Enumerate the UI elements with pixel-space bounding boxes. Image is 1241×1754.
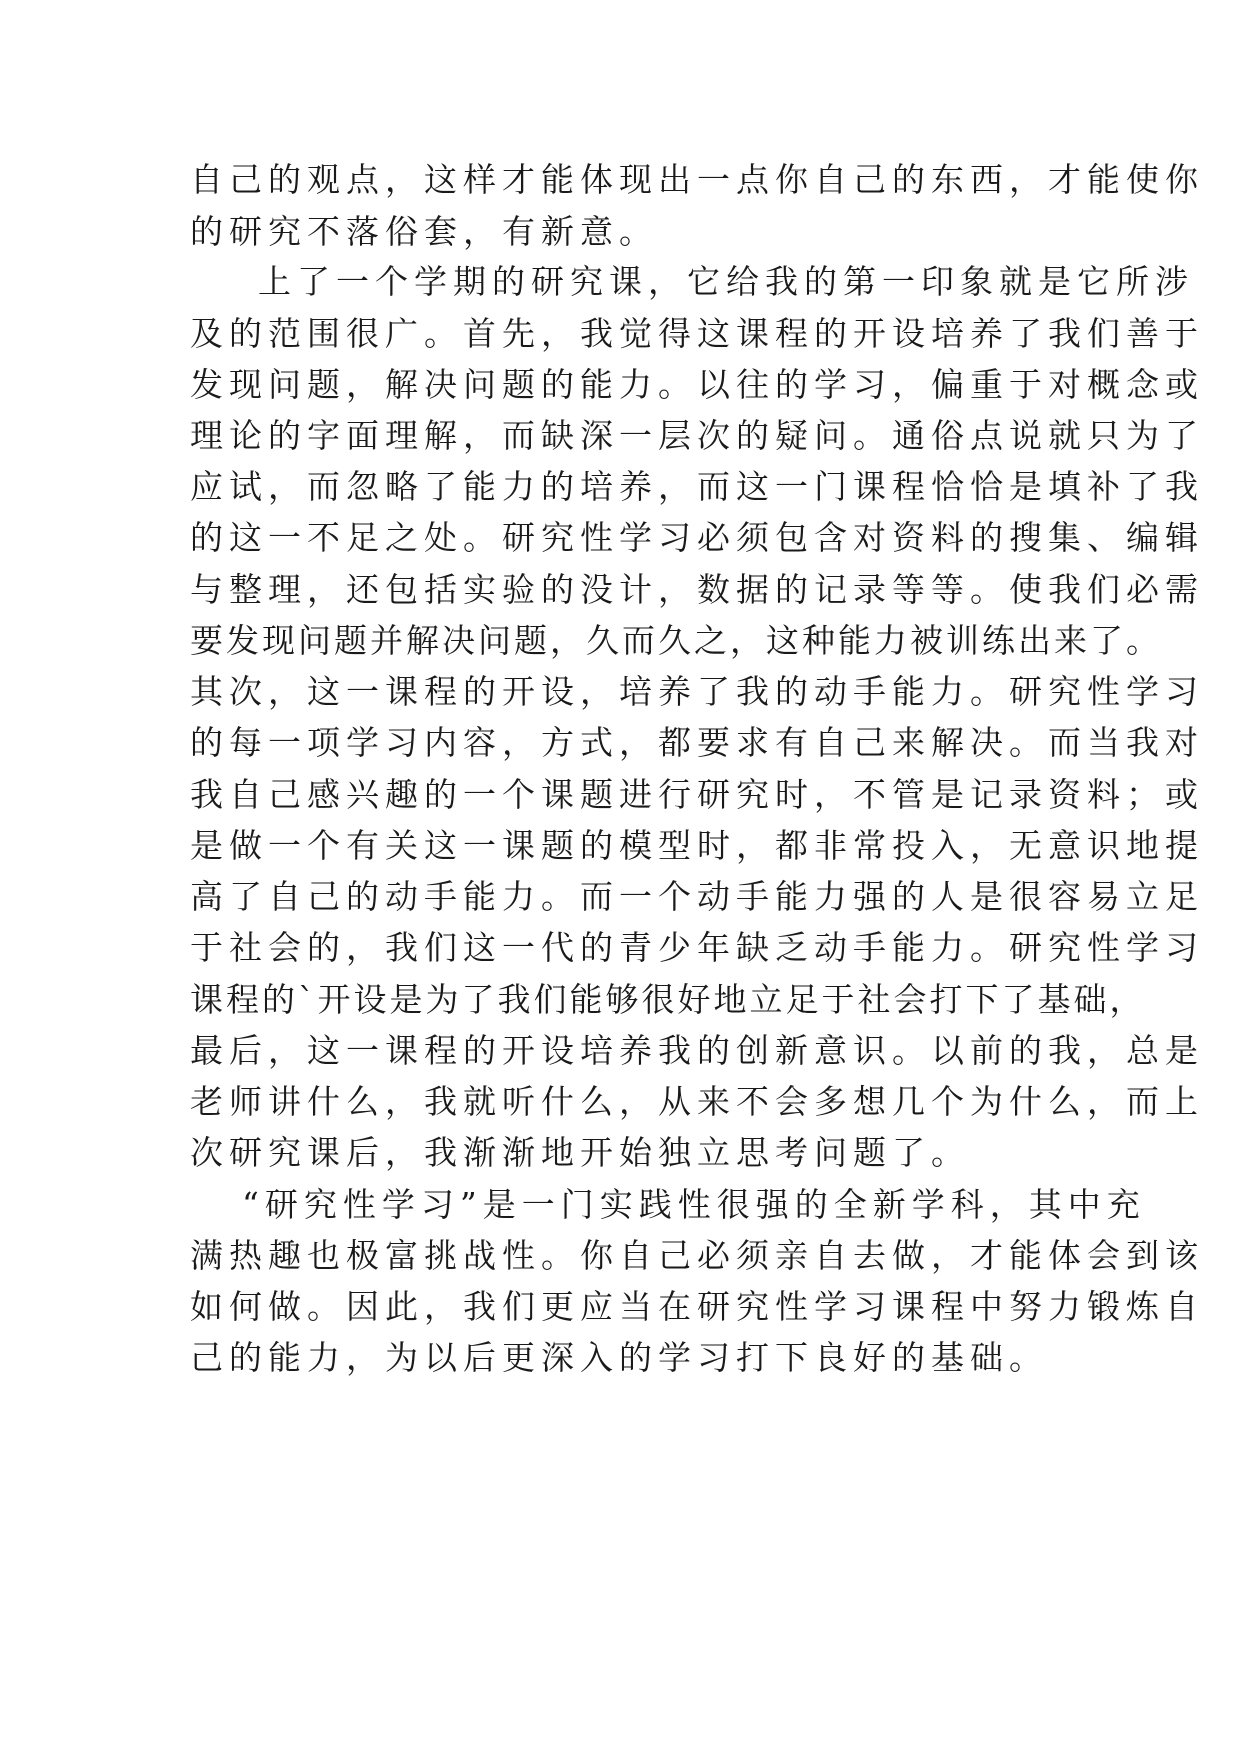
text-line: 发现问题，解决问题的能力。以往的学习，偏重于对概念或	[190, 365, 1204, 404]
text-line: 自己的观点，这样才能体现出一点你自己的东西，才能使你	[190, 160, 1204, 199]
text-line: 己的能力，为以后更深入的学习打下良好的基础。	[190, 1338, 1048, 1377]
text-line: 的这一不足之处。研究性学习必须包含对资料的搜集、编辑	[190, 518, 1204, 557]
text-line: 老师讲什么，我就听什么，从来不会多想几个为什么，而上	[190, 1082, 1204, 1121]
text-line: 是做一个有关这一课题的模型时，都非常投入，无意识地提	[190, 826, 1204, 865]
text-line: 与整理，还包括实验的没计，数据的记录等等。使我们必需	[190, 570, 1204, 609]
text-line: 我自己感兴趣的一个课题进行研究时，不管是记录资料；或	[190, 775, 1204, 814]
text-line: 次研究课后，我渐渐地开始独立思考问题了。	[190, 1133, 970, 1172]
text-line: 理论的字面理解，而缺深一层次的疑问。通俗点说就只为了	[190, 416, 1204, 455]
text-line: 于社会的，我们这一代的青少年缺乏动手能力。研究性学习	[190, 928, 1204, 967]
text-line: 应试，而忽略了能力的培养，而这一门课程恰恰是填补了我	[190, 467, 1204, 506]
paragraph-first-line: 上了一个学期的研究课，它给我的第一印象就是它所涉	[258, 262, 1194, 301]
text-line: 的每一项学习内容，方式，都要求有自己来解决。而当我对	[190, 723, 1204, 762]
text-line: 及的范围很广。首先，我觉得这课程的开设培养了我们善于	[190, 314, 1204, 353]
text-line: 其次，这一课程的开设，培养了我的动手能力。研究性学习	[190, 672, 1204, 711]
text-line: 的研究不落俗套，有新意。	[190, 212, 658, 251]
text-line: 要发现问题并解决问题，久而久之，这种能力被训练出来了。	[190, 621, 1162, 660]
paragraph-first-line: “研究性学习”是一门实践性很强的全新学科，其中充	[242, 1185, 1146, 1224]
text-line: 高了自己的动手能力。而一个动手能力强的人是很容易立足	[190, 877, 1204, 916]
text-line: 满热趣也极富挑战性。你自己必须亲自去做，才能体会到该	[190, 1236, 1204, 1275]
text-line: 最后，这一课程的开设培养我的创新意识。以前的我，总是	[190, 1031, 1204, 1070]
text-line: 课程的`开设是为了我们能够很好地立足于社会打下了基础，	[190, 980, 1146, 1019]
text-line: 如何做。因此，我们更应当在研究性学习课程中努力锻炼自	[190, 1287, 1204, 1326]
